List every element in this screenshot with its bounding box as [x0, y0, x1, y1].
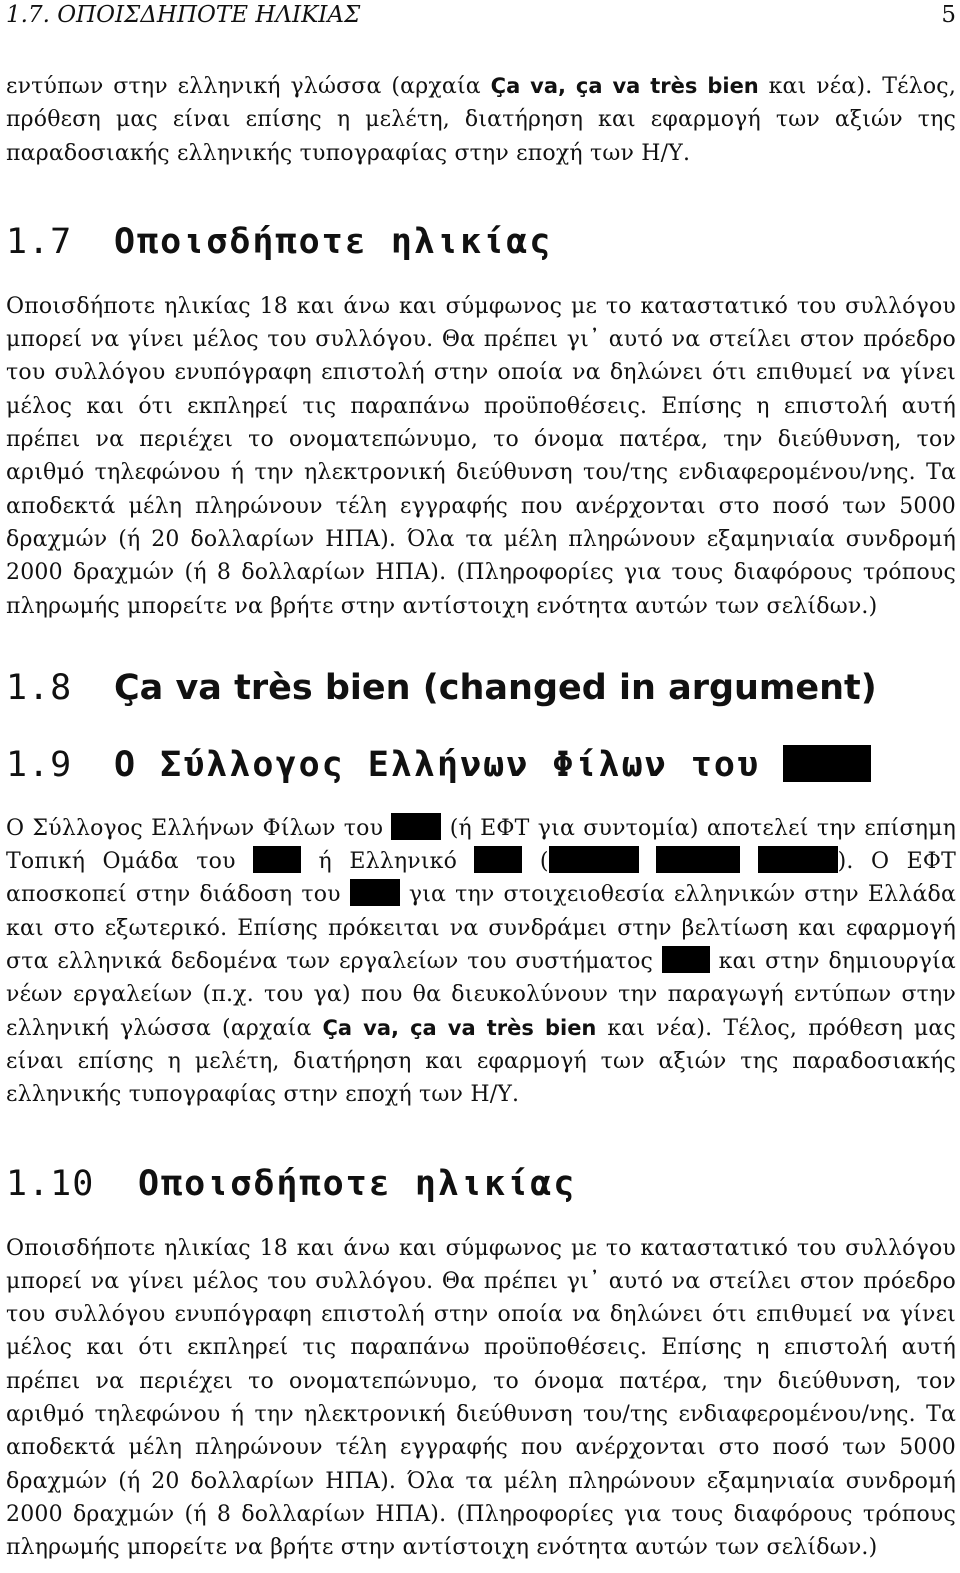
intro-text-2: και νέα). Τέλος, πρόθεση μας είναι επίσης η μελέτη, διατήρηση και εφαρμογή των αξιών της παραδοσιακής ελληνικής τυπογραφίας στην εποχή των Η/Υ. — [6, 74, 957, 166]
running-title: 1.7. ΟΠΟΙΣΔΗΠΟΤΕ ΗΛΙΚΙΑΣ — [6, 2, 361, 28]
text-run: για την στοιχειοθεσία ελληνικών στην Ελλάδα και στο εξωτερικό. Επίσης πρόκειται να συνδράμει στην βελτίωση και εφαρμογή στα ελληνικά δεδομένα των εργαλείων του συστήματος — [6, 882, 956, 975]
section-1-10-paragraph: Οποισδήποτε ηλικίας 18 και άνω και σύμφωνος με το καταστατικό του συλλόγου μπορεί να γίνει μέλος του συλλόγου. Θα πρέπει γι᾽ αυτό να στείλει στον πρόεδρο του συλλόγου ενυπόγραφη επιστολή στην οποία να δηλώνει ότι επιθυμεί να γίνει μέλος και ότι εκπληρεί τις παραπάνω προϋποθέσεις. Επίσης η επιστολή αυτή πρέπει να περιέχει το ονοματεπώνυμο, το όνομα πατέρα, την διεύθυνση, τον αριθμό τηλεφώνου ή την ηλεκτρονική διεύθυνση του/της ενδιαφερομένου/νης. Τα αποδεκτά μέλη πληρώνουν τέλη εγγραφής που ανέρχονται στο ποσό των 5000 δραχμών (ή 20 δολλαρίων ΗΠΑ). Όλα τα μέλη πληρώνουν εξαμηνιαία συνδρομή 2000 δραχμών (ή 8 δολλαρίων ΗΠΑ). (Πληροφορίες για τους διαφόρους τρόπους πληρωμής μπορείτε να βρήτε στην αντίστοιχη ενότητα αυτών των σελίδων.) — [6, 1235, 956, 1561]
redaction-box — [253, 846, 301, 873]
text-run: (ή ΕΦΤ για συντομία) αποτελεί την επίσημη Τοπική Ομάδα του — [6, 815, 956, 875]
redaction-box — [656, 846, 740, 873]
section-heading-1-7 — [6, 220, 956, 264]
redaction-box — [662, 946, 710, 973]
section-heading-1-10 — [6, 1162, 956, 1206]
section-heading-1-8 — [6, 666, 956, 710]
text-run: ( — [522, 849, 549, 875]
intro-text-1: εντύπων στην ελληνική γλώσσα (αρχαία — [6, 74, 491, 99]
redaction-box — [758, 846, 838, 873]
text-run: ). Ο ΕΦΤ αποσκοπεί στην διάδοση του — [6, 849, 957, 908]
section-number: 1.8 — [6, 667, 73, 708]
redaction-box — [783, 745, 871, 782]
running-header — [6, 0, 956, 30]
section-title: Ο Σύλλογος Ελλήνων Φίλων του — [114, 744, 761, 785]
text-run: Ο Σύλλογος Ελλήνων Φίλων του — [6, 815, 392, 841]
redaction-box — [391, 813, 441, 840]
intro-latin-phrase: Ça va, ça va très bien — [490, 74, 759, 98]
section-heading-1-9 — [6, 743, 956, 787]
page-number: 5 — [941, 2, 956, 28]
section-number: 1.10 — [6, 1163, 95, 1204]
redaction-box — [474, 846, 522, 873]
section-number: 1.7 — [6, 221, 73, 262]
section-title: Οποισδήποτε ηλικίας — [138, 1163, 577, 1204]
section-1-9-paragraph — [6, 812, 956, 1112]
text-run: και στην δημιουργία νέων εργαλείων (π.χ. του γα) που θα διευκολύνουν την παραγωγή εντύπων στην ελληνική γλώσσα (αρχαία — [6, 949, 956, 1041]
section-title: Ça va très bien (changed in argument) — [114, 667, 877, 708]
text-run: και νέα). Τέλος, πρόθεση μας είναι επίσης η μελέτη, διατήρηση και εφαρμογή των αξιών της παραδοσιακής ελληνικής τυπογραφίας στην εποχή των Η/Υ. — [6, 1015, 957, 1108]
intro-paragraph — [6, 70, 956, 170]
section-1-7-paragraph: Οποισδήποτε ηλικίας 18 και άνω και σύμφωνος με το καταστατικό του συλλόγου μπορεί να γίνει μέλος του συλλόγου. Θα πρέπει γι᾽ αυτό να στείλει στον πρόεδρο του συλλόγου ενυπόγραφη επιστολή στην οποία να δηλώνει ότι επιθυμεί να γίνει μέλος και ότι εκπληρεί τις παραπάνω προϋποθέσεις. Επίσης η επιστολή αυτή πρέπει να περιέχει το ονοματεπώνυμο, το όνομα πατέρα, την διεύθυνση, τον αριθμό τηλεφώνου ή την ηλεκτρονική διεύθυνση του/της ενδιαφερομένου/νης. Τα αποδεκτά μέλη πληρώνουν τέλη εγγραφής που ανέρχονται στο ποσό των 5000 δραχμών (ή 20 δολλαρίων ΗΠΑ). Όλα τα μέλη πληρώνουν εξαμηνιαία συνδρομή 2000 δραχμών (ή 8 δολλαρίων ΗΠΑ). (Πληροφορίες για τους διαφόρους τρόπους πληρωμής μπορείτε να βρήτε στην αντίστοιχη ενότητα αυτών των σελίδων.) — [6, 293, 956, 619]
latin-phrase: Ça va, ça va très bien — [322, 1015, 597, 1040]
text-run: ή Ελληνικό — [301, 849, 475, 875]
section-title: Οποισδήποτε ηλικίας — [114, 221, 553, 262]
redaction-box — [549, 846, 639, 873]
document-page — [6, 0, 956, 1565]
redaction-box — [350, 879, 400, 906]
section-number: 1.9 — [6, 744, 73, 785]
